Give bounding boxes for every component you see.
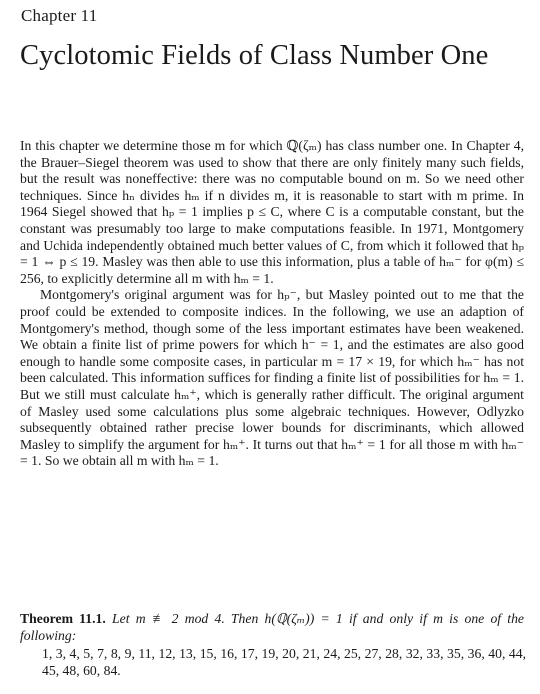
paragraph-1: In this chapter we determine those m for which ℚ(ζₘ) has class number one. In Chapter 4, the Brauer–Siegel theorem was used to show that there are only finitely many such fields, but the result was noneffective: there was no computable bound on m. So we need other techniques. Since hₙ divides hₘ if n divides m, it is reasonable to start with m prime. In 1964 Siegel showed that hₚ = 1 implies p ≤ C, where C is a computable constant, but the constant was presumably too large to make computations feasible. In 1971, Montgomery and Uchida independently obtained much better values of C, from which it followed that hₚ = 1 ⇔ p ≤ 19. Masley was then able to use this information, plus a table of hₘ⁻ for φ(m) ≤ 256, to explicitly determine all m with hₘ = 1. xyxy=(20,138,524,286)
theorem-heading: Theorem 11.1. xyxy=(20,611,106,626)
paragraph-2: Montgomery's original argument was for hₚ⁻, but Masley pointed out to me that the proof could be extended to composite indices. In the following, we use an adaption of Montgomery's method, though some of the less important estimates have been weakened. We obtain a finite list of prime powers for which h⁻ = 1, and the estimates are also good enough to handle some composite cases, in particular m = 17 × 19, for which hₘ⁻ has not been calculated. This information suffices for finding a finite list of possibilities for hₘ = 1. But we still must calculate hₘ⁺, which is generally rather difficult. The original argument of Masley used some calculations plus some algebraic techniques. However, Odlyzko subsequently obtained rather precise lower bounds for discriminants, which allowed Masley to simplify the argument for hₘ⁺. It turns out that hₘ⁺ = 1 for all those m with hₘ⁻ = 1. So we obtain all m with hₘ = 1. xyxy=(20,287,524,469)
chapter-label: Chapter 11 xyxy=(21,6,98,25)
page-title: Cyclotomic Fields of Class Number One xyxy=(20,40,489,71)
theorem-statement: Let m ≢ 2 mod 4. Then h(ℚ(ζₘ)) = 1 if and only if m is one of the following: xyxy=(20,611,525,643)
theorem-values: 1, 3, 4, 5, 7, 8, 9, 11, 12, 13, 15, 16, 17, 19, 20, 21, 24, 25, 27, 28, 32, 33, 35, 36, 40, 44, 45, 48, 60, 84. xyxy=(42,646,526,678)
body-text xyxy=(20,138,524,470)
theorem-block xyxy=(20,611,524,644)
